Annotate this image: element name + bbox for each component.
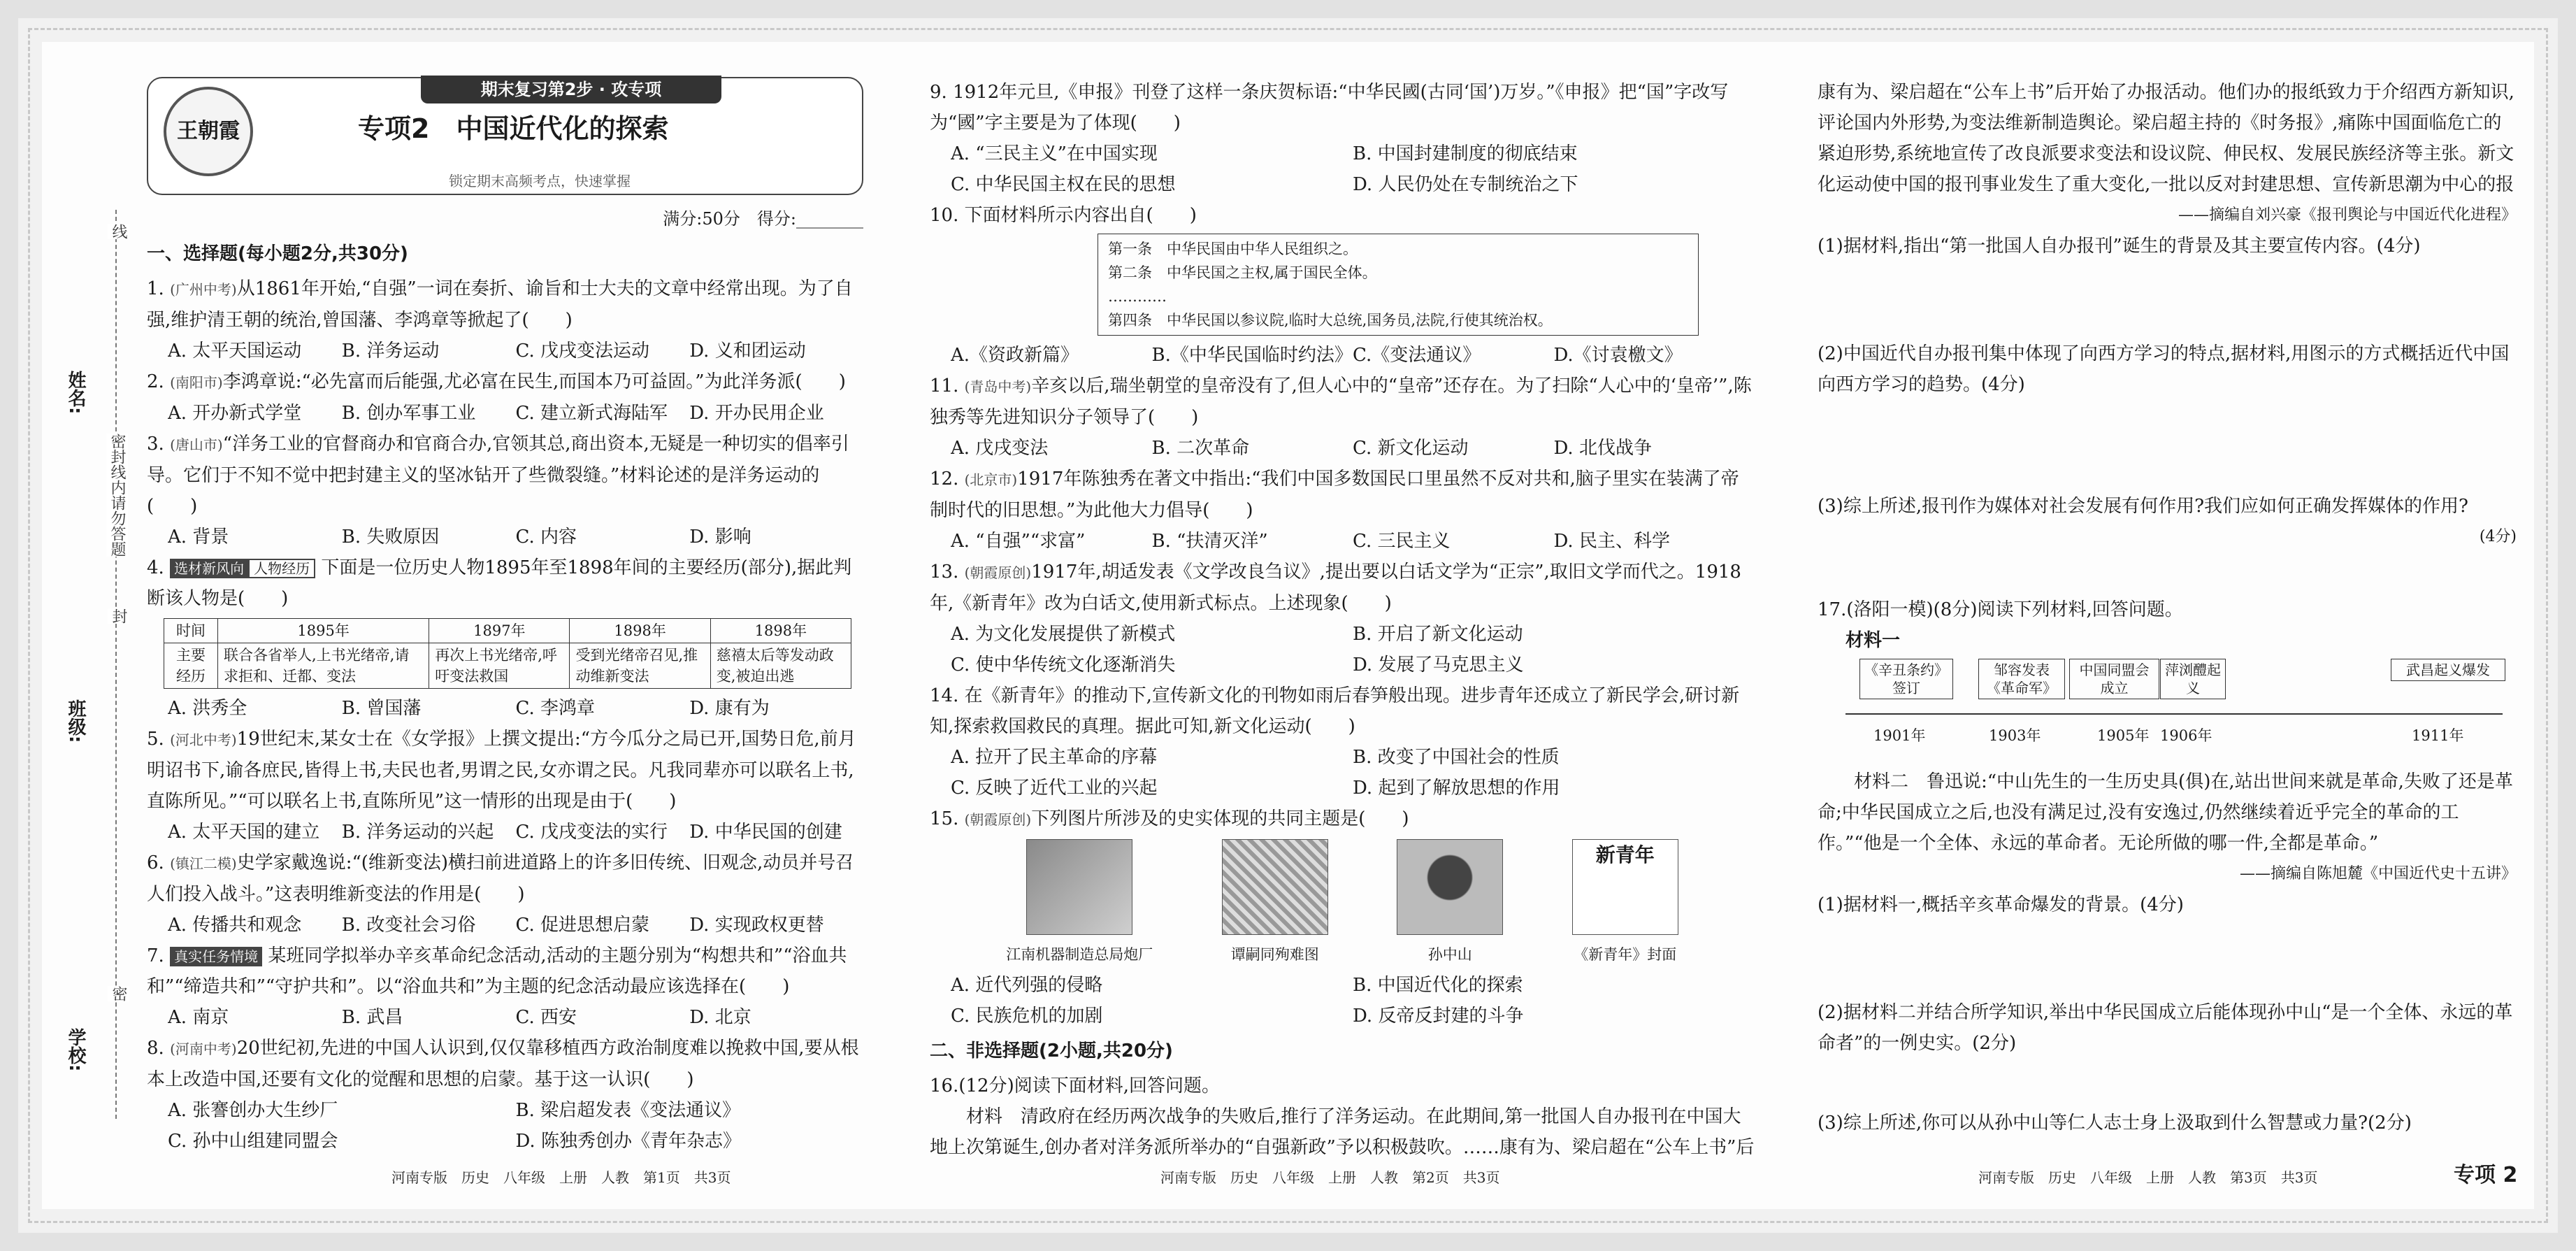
column-3 bbox=[1818, 77, 2517, 1138]
footer-page-3: 河南专版 历史 八年级 上册 人教 第3页 共3页 bbox=[1978, 1169, 2318, 1186]
page-title: 专项2 中国近代化的探索 bbox=[358, 113, 669, 144]
q17-material-1-label: 材料一 bbox=[1845, 630, 1901, 651]
step-banner: 期末复习第2步 · 攻专项 bbox=[421, 76, 721, 103]
question-15: 15. (朝霞原创)下列图片所涉及的史实体现的共同主题是( ) bbox=[930, 808, 1409, 829]
q2-options bbox=[147, 398, 863, 429]
q15-caption-2: 谭嗣同殉难图 bbox=[1230, 946, 1319, 963]
q3-option-b[interactable]: B. 失败原因 bbox=[341, 527, 440, 548]
q2-option-a[interactable]: A. 开办新式学堂 bbox=[168, 403, 302, 424]
q16-credit: ——摘编自刘兴豪《报刊舆论与中国近代化进程》 bbox=[2178, 206, 2517, 224]
school-label: 学校: bbox=[65, 1028, 86, 1072]
q10-material-box bbox=[1098, 234, 1699, 336]
q12-stem: 1917年陈独秀在著文中指出:“我们中国多数国民口里虽然不反对共和,脑子里实在装满了帝制时代的旧思想。”为此他大力倡导( ) bbox=[930, 469, 1739, 521]
seal-char-seal: 封 bbox=[108, 608, 129, 624]
q14-stem: 在《新青年》的推动下,宣传新文化的刊物如雨后春笋般出现。进步青年还成立了新民学会,研讨新知,探索救国救民的真理。据此可知,新文化运动( ) bbox=[930, 685, 1740, 737]
q4-cell-1898a: 受到光绪帝召见,推动维新变法 bbox=[570, 643, 710, 689]
q2-stem: 李鸿章说:“必先富而后能强,尤必富在民生,而国本乃可益固。”为此洋务派( ) bbox=[222, 371, 846, 392]
timeline-event-5: 武昌起义爆发 bbox=[2391, 659, 2505, 681]
q6-option-b[interactable]: B. 改变社会习俗 bbox=[341, 915, 476, 936]
topic-tag: 专项 2 bbox=[2454, 1163, 2518, 1187]
q4-th-time: 时间 bbox=[164, 619, 218, 643]
table-row bbox=[164, 619, 851, 643]
q1-stem: 从1861年开始,“自强”一词在奏折、谕旨和士大夫的文章中经常出现。为了自强,维护清王朝的统治,曾国藩、李鸿章等掀起了( ) bbox=[147, 278, 853, 331]
q17-answer-space-2[interactable] bbox=[1818, 1059, 2517, 1108]
q4-table bbox=[164, 618, 851, 689]
q3-stem: “洋务工业的官督商办和官商合办,官领其总,商出资本,无疑是一种切实的倡率引导。它们于不知不觉中把封建主义的坚冰钻开了些微裂缝。”材料论述的是洋务运动的( ) bbox=[147, 434, 849, 517]
q1-option-d[interactable]: D. 义和团运动 bbox=[689, 341, 806, 362]
question-2: 2. (南阳市)李鸿章说:“必先富而后能强,尤必富在民生,而国本乃可益固。”为此洋务派( ) bbox=[147, 371, 846, 392]
q12-options bbox=[930, 526, 1755, 557]
score-line: 满分:50分 得分:________ bbox=[663, 209, 863, 229]
q10-article-4: 第四条 中华民国以参议院,临时大总统,国务员,法院,行使其统治权。 bbox=[1108, 312, 1553, 329]
q3-source: (唐山市) bbox=[170, 436, 223, 453]
q8-stem: 20世纪初,先进的中国人认识到,仅仅靠移植西方政治制度难以挽救中国,要从根本上改造中国,还要有文化的觉醒和思想的启蒙。基于这一认识( ) bbox=[147, 1038, 859, 1090]
arsenal-photo bbox=[1026, 839, 1132, 935]
q16-answer-space-3[interactable] bbox=[1818, 552, 2517, 594]
q16-sub-3: (3)综上所述,报刊作为媒体对社会发展有何作用?我们应如何正确发挥媒体的作用? bbox=[1818, 496, 2468, 517]
q5-option-d[interactable]: D. 中华民国的创建 bbox=[689, 822, 842, 843]
question-6: 6. (镇江二模)史学家戴逸说:“(维新变法)横扫前进道路上的许多旧传统、旧观念,动员并号召人们投入战斗。”这表明维新变法的作用是( ) bbox=[147, 852, 854, 905]
q7-option-c[interactable]: C. 西安 bbox=[515, 1007, 577, 1028]
q4-th-1898a: 1898年 bbox=[570, 619, 710, 643]
question-10: 10. 下面材料所示内容出自( ) bbox=[930, 205, 1197, 226]
q15-options bbox=[930, 970, 1755, 1031]
question-14: 14. 在《新青年》的推动下,宣传新文化的刊物如雨后春笋般出现。进步青年还成立了新民学会,研讨新知,探索救国救民的真理。据此可知,新文化运动( ) bbox=[930, 685, 1740, 737]
q4-th-1898b: 1898年 bbox=[710, 619, 851, 643]
q15-caption-3: 孙中山 bbox=[1427, 946, 1472, 963]
question-9: 9. 1912年元旦,《申报》刊登了这样一条庆贺标语:“中华民國(古同‘国’)万岁。”《申报》把“国”字改写为“國”字主要是为了体现( ) bbox=[930, 82, 1729, 134]
q10-option-b[interactable]: B.《中华民国临时约法》 bbox=[1151, 345, 1353, 366]
q2-source: (南阳市) bbox=[170, 374, 223, 391]
q5-option-b[interactable]: B. 洋务运动的兴起 bbox=[341, 822, 494, 843]
q5-options bbox=[147, 817, 863, 848]
q7-options bbox=[147, 1002, 863, 1033]
q4-option-b[interactable]: B. 曾国藩 bbox=[341, 698, 422, 719]
q15-picture-3 bbox=[1397, 839, 1503, 970]
q14-option-c[interactable]: C. 反映了近代工业的兴起 bbox=[951, 778, 1158, 799]
timeline-axis bbox=[1845, 713, 2503, 715]
q15-picture-2 bbox=[1222, 839, 1328, 970]
q16-answer-space-2[interactable] bbox=[1818, 400, 2517, 491]
new-youth-cover bbox=[1572, 839, 1678, 935]
q10-options bbox=[930, 340, 1755, 371]
q10-article-1: 第一条 中华民国由中华人民组织之。 bbox=[1108, 241, 1358, 257]
table-row bbox=[164, 643, 851, 689]
question-4: 4. 选材新风向 人物经历 下面是一位历史人物1895年至1898年间的主要经历(部分),据此判断该人物是( ) bbox=[147, 557, 852, 609]
seal-line bbox=[115, 210, 117, 1119]
question-12: 12. (北京市)1917年陈独秀在著文中指出:“我们中国多数国民口里虽然不反对共和,脑子里实在装满了帝制时代的旧思想。”为此他大力倡导( ) bbox=[930, 469, 1739, 521]
column-2 bbox=[930, 77, 1755, 1163]
q17-sub-3: (3)综上所述,你可以从孙中山等仁人志士身上汲取到什么智慧或力量?(2分) bbox=[1818, 1113, 2412, 1134]
q15-picture-4 bbox=[1572, 839, 1678, 970]
q11-option-c[interactable]: C. 新文化运动 bbox=[1353, 438, 1469, 459]
q17-timeline bbox=[1845, 659, 2517, 764]
q8-option-b[interactable]: B. 梁启超发表《变法通议》 bbox=[515, 1100, 741, 1121]
q4-tag-biography: 人物经历 bbox=[248, 559, 315, 578]
q4-option-c[interactable]: C. 李鸿章 bbox=[515, 698, 595, 719]
sun-yatsen-portrait bbox=[1397, 839, 1503, 935]
q16-sub-2: (2)中国近代自办报刊集中体现了向西方学习的特点,据材料,用图示的方式概括近代中国向西方学习的趋势。(4分) bbox=[1818, 343, 2510, 395]
q14-options bbox=[930, 742, 1755, 803]
q3-options bbox=[147, 522, 863, 552]
q7-option-b[interactable]: B. 武昌 bbox=[341, 1007, 403, 1028]
q4-cell-1898b: 慈禧太后等发动政变,被迫出逃 bbox=[710, 643, 851, 689]
q5-option-c[interactable]: C. 戊戌变法的实行 bbox=[515, 822, 668, 843]
timeline-year-4: 1906年 bbox=[2160, 727, 2212, 744]
q10-option-d[interactable]: D.《讨袁檄文》 bbox=[1553, 345, 1683, 366]
footer-page-1: 河南专版 历史 八年级 上册 人教 第1页 共3页 bbox=[391, 1169, 731, 1186]
seal-char-line: 线 bbox=[108, 224, 129, 239]
q10-article-2: 第二条 中华民国之主权,属于国民全体。 bbox=[1108, 264, 1377, 281]
q6-source: (镇江二模) bbox=[170, 855, 237, 872]
title-header bbox=[147, 77, 863, 195]
q11-stem: 辛亥以后,瑞坐朝堂的皇帝没有了,但人心中的“皇帝”还存在。为了扫除“人心中的‘皇帝’”,陈独秀等先进知识分子领导了( ) bbox=[930, 376, 1752, 428]
q7-tag: 真实任务情境 bbox=[170, 947, 262, 966]
q4-cell-1897: 再次上书光绪帝,呼吁变法救国 bbox=[429, 643, 570, 689]
q15-caption-4: 《新青年》封面 bbox=[1574, 946, 1677, 963]
q9-option-a[interactable]: A. “三民主义”在中国实现 bbox=[951, 143, 1158, 164]
q5-option-a[interactable]: A. 太平天国的建立 bbox=[168, 822, 320, 843]
tan-sitong-illustration bbox=[1222, 839, 1328, 935]
new-youth-cover-title: 新青年 bbox=[1595, 843, 1655, 866]
q1-source: (广州中考) bbox=[170, 281, 237, 298]
q11-options bbox=[930, 433, 1755, 464]
timeline-event-3: 中国同盟会成立 bbox=[2069, 659, 2159, 699]
q6-options bbox=[147, 910, 863, 941]
brand-logo: 王朝霞 bbox=[164, 87, 253, 176]
q10-option-c[interactable]: C.《变法通议》 bbox=[1353, 345, 1481, 366]
timeline-event-1: 《辛丑条约》签订 bbox=[1859, 659, 1953, 699]
q14-option-d[interactable]: D. 起到了解放思想的作用 bbox=[1353, 778, 1560, 799]
q16-sub-1: (1)据材料,指出“第一批国人自办报刊”诞生的背景及其主要宣传内容。(4分) bbox=[1818, 236, 2421, 257]
q14-option-a[interactable]: A. 拉开了民主革命的序幕 bbox=[951, 747, 1158, 768]
q9-option-c[interactable]: C. 中华民国主权在民的思想 bbox=[951, 174, 1176, 195]
q11-option-b[interactable]: B. 二次革命 bbox=[1151, 438, 1250, 459]
question-16-heading: 16.(12分)阅读下面材料,回答问题。 bbox=[930, 1075, 1220, 1096]
q4-cell-1895: 联合各省举人,上书光绪帝,请求拒和、迁都、变法 bbox=[218, 643, 429, 689]
q16-sub-3-points: (4分) bbox=[2479, 528, 2517, 545]
q7-option-d[interactable]: D. 北京 bbox=[689, 1007, 751, 1028]
q4-option-d[interactable]: D. 康有为 bbox=[689, 698, 770, 719]
q3-option-a[interactable]: A. 背景 bbox=[168, 527, 229, 548]
q15-caption-1: 江南机器制造总局炮厂 bbox=[1006, 946, 1153, 963]
q8-option-c[interactable]: C. 孙中山组建同盟会 bbox=[168, 1131, 338, 1152]
question-13: 13. (朝霞原创)1917年,胡适发表《文学改良刍议》,提出要以白话文学为“正宗”,取旧文学而代之。1918年,《新青年》改为白话文,使用新式标点。上述现象( ) bbox=[930, 562, 1741, 614]
q12-option-c[interactable]: C. 三民主义 bbox=[1353, 531, 1451, 552]
q5-source: (河北中考) bbox=[170, 731, 237, 748]
q9-option-d[interactable]: D. 人民仍处在专制统治之下 bbox=[1353, 174, 1578, 195]
name-label: 姓名: bbox=[65, 371, 86, 415]
q13-option-c[interactable]: C. 使中华传统文化逐渐消失 bbox=[951, 655, 1176, 675]
q17-credit: ——摘编自陈旭麓《中国近代史十五讲》 bbox=[2239, 865, 2517, 882]
q11-option-a[interactable]: A. 戊戌变法 bbox=[951, 438, 1049, 459]
q1-option-c[interactable]: C. 戊戌变法运动 bbox=[515, 341, 649, 362]
q9-stem: 1912年元旦,《申报》刊登了这样一条庆贺标语:“中华民國(古同‘国’)万岁。”《申报》把“国”字改写为“國”字主要是为了体现( ) bbox=[930, 82, 1729, 134]
q15-option-c[interactable]: C. 民族危机的加剧 bbox=[951, 1006, 1103, 1027]
timeline-year-3: 1905年 bbox=[2097, 727, 2150, 744]
q10-option-a[interactable]: A.《资政新篇》 bbox=[951, 345, 1079, 366]
q13-option-a[interactable]: A. 为文化发展提供了新模式 bbox=[951, 624, 1176, 645]
question-1: 1. (广州中考)从1861年开始,“自强”一词在奏折、谕旨和士大夫的文章中经常出现。为了自强,维护清王朝的统治,曾国藩、李鸿章等掀起了( ) bbox=[147, 278, 853, 331]
q4-th-1897: 1897年 bbox=[429, 619, 570, 643]
q9-options bbox=[930, 138, 1755, 200]
q16-material-continued bbox=[1818, 77, 2517, 200]
q4-options bbox=[147, 693, 863, 724]
q17-answer-space-1[interactable] bbox=[1818, 920, 2517, 997]
q11-source: (青岛中考) bbox=[964, 378, 1032, 395]
q11-option-d[interactable]: D. 北伐战争 bbox=[1553, 438, 1652, 459]
timeline-year-1: 1901年 bbox=[1873, 727, 1926, 744]
section-open-heading: 二、非选择题(2小题,共20分) bbox=[930, 1041, 1173, 1061]
q15-pictures bbox=[972, 839, 1713, 970]
q15-option-d[interactable]: D. 反帝反封建的斗争 bbox=[1353, 1006, 1524, 1027]
footer-page-2: 河南专版 历史 八年级 上册 人教 第2页 共3页 bbox=[1160, 1169, 1500, 1186]
q13-stem: 1917年,胡适发表《文学改良刍议》,提出要以白话文学为“正宗”,取旧文学而代之。1918年,《新青年》改为白话文,使用新式标点。上述现象( ) bbox=[930, 562, 1741, 614]
q13-option-b[interactable]: B. 开启了新文化运动 bbox=[1353, 624, 1523, 645]
q8-options bbox=[147, 1095, 863, 1157]
q6-option-a[interactable]: A. 传播共和观念 bbox=[168, 915, 302, 936]
q3-option-c[interactable]: C. 内容 bbox=[515, 527, 577, 548]
q15-option-a[interactable]: A. 近代列强的侵略 bbox=[951, 975, 1103, 996]
question-11: 11. (青岛中考)辛亥以后,瑞坐朝堂的皇帝没有了,但人心中的“皇帝”还存在。为了扫除“人心中的‘皇帝’”,陈独秀等先进知识分子领导了( ) bbox=[930, 376, 1752, 428]
q8-option-a[interactable]: A. 张謇创办大生纱厂 bbox=[168, 1100, 338, 1121]
question-7: 7. 真实任务情境 某班同学拟举办辛亥革命纪念活动,活动的主题分别为“构想共和”“浴血共和”“缔造共和”“守护共和”。以“浴血共和”为主题的纪念活动最应该选择在( ) bbox=[147, 945, 847, 997]
q4-stem: 下面是一位历史人物1895年至1898年间的主要经历(部分),据此判断该人物是( ) bbox=[147, 557, 852, 609]
seal-char-secret: 密 bbox=[108, 986, 129, 1001]
q15-picture-1 bbox=[1006, 839, 1153, 970]
question-5: 5. (河北中考)19世纪末,某女士在《女学报》上撰文提出:“方今瓜分之局已开,国势日危,前月明诏书下,谕各庶民,皆得上书,夫民也者,男谓之民,女亦谓之民。凡我同辈亦可以联名上书,直陈所见。”“可以联名上书,直陈所见”这一情形的出现是由于( ) bbox=[147, 729, 856, 812]
class-label: 班级: bbox=[65, 699, 86, 743]
column-1 bbox=[147, 77, 863, 1157]
q17-sub-1: (1)据材料一,概括辛亥革命爆发的背景。(4分) bbox=[1818, 894, 2184, 915]
q17-material-2: 材料二 鲁迅说:“中山先生的一生历史具(俱)在,站出世间来就是革命,失败了还是革命;中华民国成立之后,也没有满足过,没有安逸过,仍然继续着近乎完全的革命的工作。”“他是一个全体、永远的革命者。无论所做的哪一件,全都是革命。” bbox=[1818, 771, 2513, 854]
q5-stem: 19世纪末,某女士在《女学报》上撰文提出:“方今瓜分之局已开,国势日危,前月明诏书下,谕各庶民,皆得上书,夫民也者,男谓之民,女亦谓之民。凡我同辈亦可以联名上书,直陈所见。”“可以联名上书,直陈所见”这一情形的出现是由于( ) bbox=[147, 729, 856, 812]
q2-option-b[interactable]: B. 创办军事工业 bbox=[341, 403, 476, 424]
q15-source: (朝霞原创) bbox=[964, 811, 1032, 828]
q12-source: (北京市) bbox=[964, 471, 1018, 488]
q16-material-part1: 材料 清政府在经历两次战争的失败后,推行了洋务运动。在此期间,第一批国人自办报刊在中国大地上次第诞生,创办者对洋务派所举办的“自强新政”予以积极鼓吹。……康有为、梁启超在“公车上书”后 bbox=[930, 1106, 1755, 1158]
page-subtitle: 锁定期末高频考点，快速掌握 bbox=[449, 173, 631, 190]
q6-option-d[interactable]: D. 实现政权更替 bbox=[689, 915, 824, 936]
q10-ellipsis: ………… bbox=[1108, 288, 1167, 305]
q1-option-a[interactable]: A. 太平天国运动 bbox=[168, 341, 302, 362]
q8-option-d[interactable]: D. 陈独秀创办《青年杂志》 bbox=[515, 1131, 741, 1152]
q13-options bbox=[930, 619, 1755, 680]
q16-answer-space-1[interactable] bbox=[1818, 262, 2517, 338]
q10-stem: 下面材料所示内容出自( ) bbox=[964, 205, 1197, 226]
q13-option-d[interactable]: D. 发展了马克思主义 bbox=[1353, 655, 1524, 675]
q13-source: (朝霞原创) bbox=[964, 564, 1032, 581]
q12-option-d[interactable]: D. 民主、科学 bbox=[1553, 531, 1670, 552]
q14-option-b[interactable]: B. 改变了中国社会的性质 bbox=[1353, 747, 1560, 768]
timeline-year-5: 1911年 bbox=[2412, 727, 2464, 744]
q8-source: (河南中考) bbox=[170, 1041, 237, 1057]
q2-option-c[interactable]: C. 建立新式海陆军 bbox=[515, 403, 668, 424]
q4-tag-trend: 选材新风向 bbox=[170, 559, 248, 578]
q17-sub-2: (2)据材料二并结合所学知识,举出中华民国成立后能体现孙中山“是一个全体、永远的革命者”的一例史实。(2分) bbox=[1818, 1002, 2513, 1054]
q12-option-a[interactable]: A. “自强”“求富” bbox=[951, 531, 1086, 552]
q1-option-b[interactable]: B. 洋务运动 bbox=[341, 341, 440, 362]
q4-th-1895: 1895年 bbox=[218, 619, 429, 643]
section-choice-heading: 一、选择题(每小题2分,共30分) bbox=[147, 243, 408, 264]
timeline-event-4: 萍浏醴起义 bbox=[2160, 659, 2226, 699]
q4-option-a[interactable]: A. 洪秀全 bbox=[168, 698, 247, 719]
q7-option-a[interactable]: A. 南京 bbox=[168, 1007, 229, 1028]
q3-option-d[interactable]: D. 影响 bbox=[689, 527, 751, 548]
timeline-year-2: 1903年 bbox=[1989, 727, 2041, 744]
seal-note: 密封线内请勿答题 bbox=[106, 434, 128, 557]
q6-option-c[interactable]: C. 促进思想启蒙 bbox=[515, 915, 649, 936]
q9-option-b[interactable]: B. 中国封建制度的彻底结束 bbox=[1353, 143, 1578, 164]
question-8: 8. (河南中考)20世纪初,先进的中国人认识到,仅仅靠移植西方政治制度难以挽救中国,要从根本上改造中国,还要有文化的觉醒和思想的启蒙。基于这一认识( ) bbox=[147, 1038, 859, 1090]
q1-options bbox=[147, 336, 863, 366]
q7-stem: 某班同学拟举办辛亥革命纪念活动,活动的主题分别为“构想共和”“浴血共和”“缔造共和”“守护共和”。以“浴血共和”为主题的纪念活动最应该选择在( ) bbox=[147, 945, 847, 997]
question-3: 3. (唐山市)“洋务工业的官督商办和官商合办,官领其总,商出资本,无疑是一种切实的倡率引导。它们于不知不觉中把封建主义的坚冰钻开了些微裂缝。”材料论述的是洋务运动的( ) bbox=[147, 434, 849, 517]
q6-stem: 史学家戴逸说:“(维新变法)横扫前进道路上的许多旧传统、旧观念,动员并号召人们投入战斗。”这表明维新变法的作用是( ) bbox=[147, 852, 854, 905]
q2-option-d[interactable]: D. 开办民用企业 bbox=[689, 403, 824, 424]
q15-option-b[interactable]: B. 中国近代化的探索 bbox=[1353, 975, 1523, 996]
q15-stem: 下列图片所涉及的史实体现的共同主题是( ) bbox=[1031, 808, 1409, 829]
q16-material-part2: 康有为、梁启超在“公车上书”后开始了办报活动。他们办的报纸致力于介绍西方新知识,评论国内外形势,为变法维新制造舆论。梁启超主持的《时务报》,痛陈中国面临危亡的紧迫形势,系统地宣传了改良派要求变法和设议院、伸民权、发展民族经济等主张。新文化运动使中国的报刊事业发生了重大变化,一批以反对封建思想、宣传新思潮为中心的报 bbox=[1818, 82, 2514, 195]
timeline-event-2: 邹容发表《革命军》 bbox=[1978, 659, 2065, 699]
q12-option-b[interactable]: B. “扶清灭洋” bbox=[1151, 531, 1268, 552]
binding-margin bbox=[49, 210, 126, 1119]
q4-row-label: 主要经历 bbox=[164, 643, 218, 689]
question-17-heading: 17.(洛阳一模)(8分)阅读下列材料,回答问题。 bbox=[1818, 599, 2183, 620]
